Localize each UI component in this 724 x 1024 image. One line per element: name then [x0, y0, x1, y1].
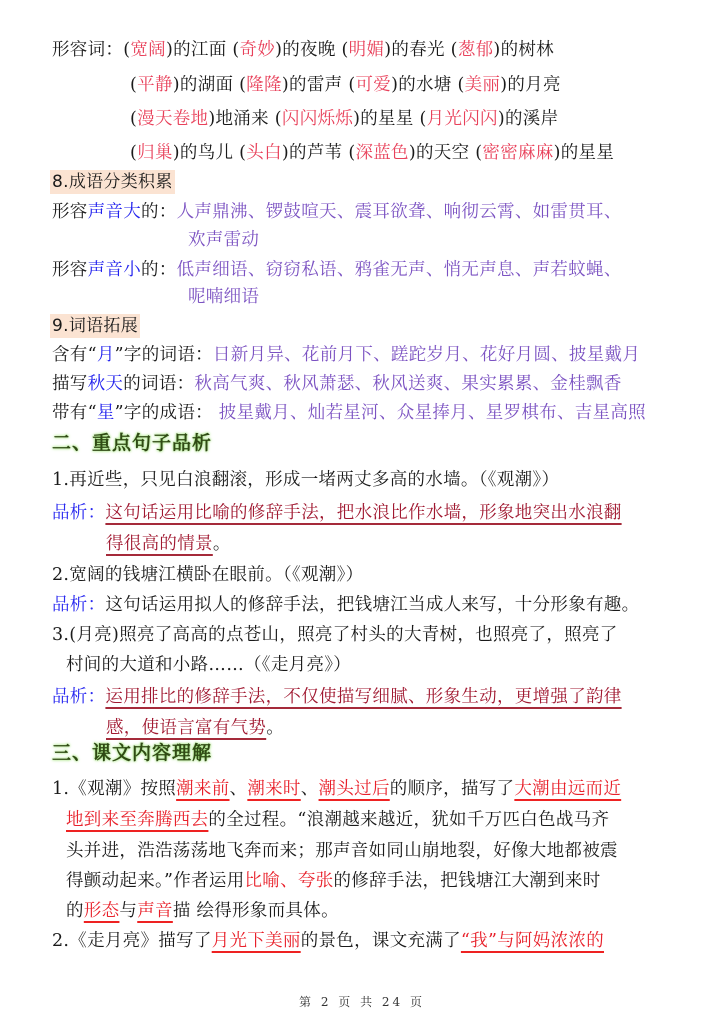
section2-heading: 二、重点句子品析	[52, 432, 213, 454]
analysis-label: 品析：	[52, 595, 106, 615]
analysis-text-cont: 感，使语言富有气势	[106, 718, 267, 738]
expansion-autumn-prefix: 描写	[52, 374, 88, 394]
adjective-noun: 的春光	[391, 40, 445, 60]
expansion-autumn-suffix: 的词语：	[123, 374, 195, 394]
adjective-noun: 的树林	[500, 40, 554, 60]
text: 的景色，课文充满了	[300, 931, 461, 951]
idioms-heading: 8.成语分类积累	[52, 172, 173, 192]
analysis-text: 这句话运用比喻的修辞手法，把水浪比作水墙，形象地突出水浪翻	[105, 503, 622, 523]
analysis-end: 。	[212, 534, 231, 554]
expansion-moon-suffix: ”字的词语：	[114, 345, 213, 365]
key-phrase: 比喻、夸张	[244, 871, 334, 891]
key-phrase: “我”与阿妈浓浓的	[460, 931, 604, 951]
page-footer: 第 2 页 共 24 页	[299, 995, 425, 1009]
adjective-noun: 的夜晚	[282, 40, 336, 60]
adjective-noun: 地涌来	[215, 109, 269, 129]
analysis-end: 。	[266, 718, 285, 738]
analysis-text: 运用排比的修辞手法，不仅使描写细腻、形象生动，更增强了韵律	[105, 687, 622, 707]
adjective-label: 形容词：	[52, 40, 124, 60]
adjective-word: 漫天卷地	[137, 109, 209, 129]
sentence-3: 3.(月亮)照亮了高高的点苍山，照亮了村头的大青树，也照亮了，照亮了	[52, 625, 618, 645]
text: 2.《走月亮》描写了	[52, 931, 212, 951]
analysis-3-cont	[106, 716, 284, 740]
adjective-noun: 的星星	[560, 143, 615, 163]
adjective-word: 密密麻麻	[482, 143, 554, 163]
idioms-loud-suffix: 的：	[141, 202, 177, 222]
section3-heading: 三、课文内容理解	[52, 742, 213, 764]
analysis-label: 品析：	[52, 503, 106, 523]
expansion-heading: 9.词语拓展	[52, 316, 139, 336]
expansion-star-row	[52, 401, 646, 425]
idioms-loud-row	[52, 200, 622, 224]
adjective-noun: 的星星	[360, 109, 414, 129]
idioms-heading-row	[50, 170, 175, 194]
expansion-moon-key: 月	[96, 345, 115, 365]
idioms-quiet-row	[52, 258, 622, 282]
adjective-word: 闪闪烁烁	[281, 109, 354, 129]
text: 的顺序，描写了	[389, 779, 515, 799]
expansion-autumn-key: 秋天	[87, 374, 124, 394]
text: 得颤动起来。”作者运用	[66, 871, 245, 891]
adjective-noun: 的月亮	[507, 75, 561, 95]
key-phrase: 地到来至奔腾西去	[66, 810, 209, 830]
adjective-word: 宽阔	[130, 40, 166, 60]
adjective-row-2: (平静)的湖面 (隆隆)的雷声 (可爱)的水塘 (美丽)的月亮	[130, 75, 561, 95]
idioms-loud-list-cont: 欢声雷动	[188, 230, 260, 250]
idioms-quiet-list-cont: 呢喃细语	[188, 287, 260, 307]
text: 、	[229, 779, 248, 799]
idioms-loud-key: 声音大	[87, 202, 142, 222]
text: 的	[66, 901, 84, 921]
analysis-1-cont	[106, 532, 231, 556]
expansion-autumn-row	[52, 372, 622, 396]
adjective-word: 可爱	[355, 75, 392, 95]
analysis-3	[52, 685, 622, 709]
adjective-word: 明媚	[348, 40, 385, 60]
adjective-row-3: (漫天卷地)地涌来 (闪闪烁烁)的星星 (月光闪闪)的溪岸	[130, 109, 559, 129]
idioms-loud-prefix: 形容	[52, 202, 88, 222]
expansion-autumn-words: 秋高气爽、秋风萧瑟、秋风送爽、果实累累、金桂飘香	[194, 374, 622, 394]
text: 1.《观潮》按照	[52, 779, 177, 799]
expansion-moon-row	[52, 343, 640, 367]
adjective-word: 隆隆	[246, 75, 282, 95]
idioms-loud-list: 人声鼎沸、锣鼓喧天、震耳欲聋、响彻云霄、如雷贯耳、	[176, 202, 622, 222]
analysis-2	[52, 593, 639, 617]
sentence-3-cont: 村间的大道和小路……（《走月亮》）	[66, 655, 352, 675]
adjective-word: 奇妙	[239, 40, 276, 60]
sentence-1: 1.再近些，只见白浪翻滚，形成一堵两丈多高的水墙。（《观潮》）	[52, 470, 560, 490]
key-phrase: 形态	[83, 901, 120, 921]
key-phrase: 大潮由远而近	[514, 779, 622, 799]
expansion-star-prefix: 带有“	[52, 403, 97, 423]
idioms-quiet-prefix: 形容	[52, 260, 88, 280]
adjective-word: 葱郁	[457, 40, 494, 60]
content-2-line-1	[52, 929, 604, 953]
expansion-heading-row	[50, 314, 140, 338]
key-phrase: 潮头过后	[318, 779, 390, 799]
text: 、	[300, 779, 319, 799]
analysis-text: 这句话运用拟人的修辞手法，把钱塘江当成人来写，十分形象有趣。	[105, 595, 640, 615]
analysis-text-cont: 得很高的情景	[106, 534, 213, 554]
adjective-noun: 的芦苇	[289, 143, 343, 163]
content-1-line-1	[52, 777, 621, 801]
adjective-noun: 的天空	[416, 143, 470, 163]
adjective-noun: 的鸟儿	[179, 143, 234, 163]
adjective-word: 月光闪闪	[426, 109, 498, 129]
text: 的全过程。“浪潮越来越近，犹如千万匹白色战马齐	[208, 810, 610, 830]
content-1-line-5	[66, 899, 339, 923]
text: 与	[119, 901, 138, 921]
adjective-word: 头白	[246, 143, 282, 163]
adjective-word: 深蓝色	[355, 143, 409, 163]
text: 描 绘得形象而具体。	[172, 901, 339, 921]
idioms-quiet-suffix: 的：	[141, 260, 177, 280]
key-phrase: 潮来前	[176, 779, 230, 799]
analysis-1	[52, 501, 622, 525]
key-phrase: 声音	[137, 901, 173, 921]
adjective-noun: 的溪岸	[504, 109, 559, 129]
adjective-row-4: (归巢)的鸟儿 (头白)的芦苇 (深蓝色)的天空 (密密麻麻)的星星	[130, 143, 615, 163]
adjective-word: 平静	[137, 75, 173, 95]
key-phrase: 月光下美丽	[211, 931, 301, 951]
content-1-line-4	[66, 869, 601, 893]
sentence-2: 2.宽阔的钱塘江横卧在眼前。（《观潮》）	[52, 565, 364, 585]
adjective-noun: 的水塘	[398, 75, 452, 95]
adjective-noun: 的湖面	[179, 75, 234, 95]
adjective-word: 美丽	[464, 75, 501, 95]
expansion-moon-words: 日新月异、花前月下、蹉跎岁月、花好月圆、披星戴月	[212, 345, 641, 365]
expansion-moon-prefix: 含有“	[52, 345, 97, 365]
expansion-star-words: 披星戴月、灿若星河、众星捧月、星罗棋布、吉星高照	[212, 403, 646, 423]
key-phrase: 潮来时	[247, 779, 301, 799]
adjective-row-1: 形容词：(宽阔)的江面 (奇妙)的夜晚 (明媚)的春光 (葱郁)的树林	[52, 40, 554, 60]
idioms-quiet-key: 声音小	[87, 260, 142, 280]
adjective-word: 归巢	[137, 143, 173, 163]
text: 的修辞手法，把钱塘江大潮到来时	[333, 871, 601, 891]
analysis-label: 品析：	[52, 687, 106, 707]
adjective-noun: 的雷声	[289, 75, 343, 95]
content-1-line-3: 头并进，浩浩荡荡地飞奔而来；那声音如同山崩地裂，好像大地都被震	[66, 841, 618, 861]
expansion-star-suffix: ”字的成语：	[114, 403, 213, 423]
content-1-line-2	[66, 808, 609, 832]
adjective-noun: 的江面	[173, 40, 227, 60]
idioms-quiet-list: 低声细语、窃窃私语、鸦雀无声、悄无声息、声若蚊蝇、	[176, 260, 622, 280]
expansion-star-key: 星	[96, 403, 115, 423]
